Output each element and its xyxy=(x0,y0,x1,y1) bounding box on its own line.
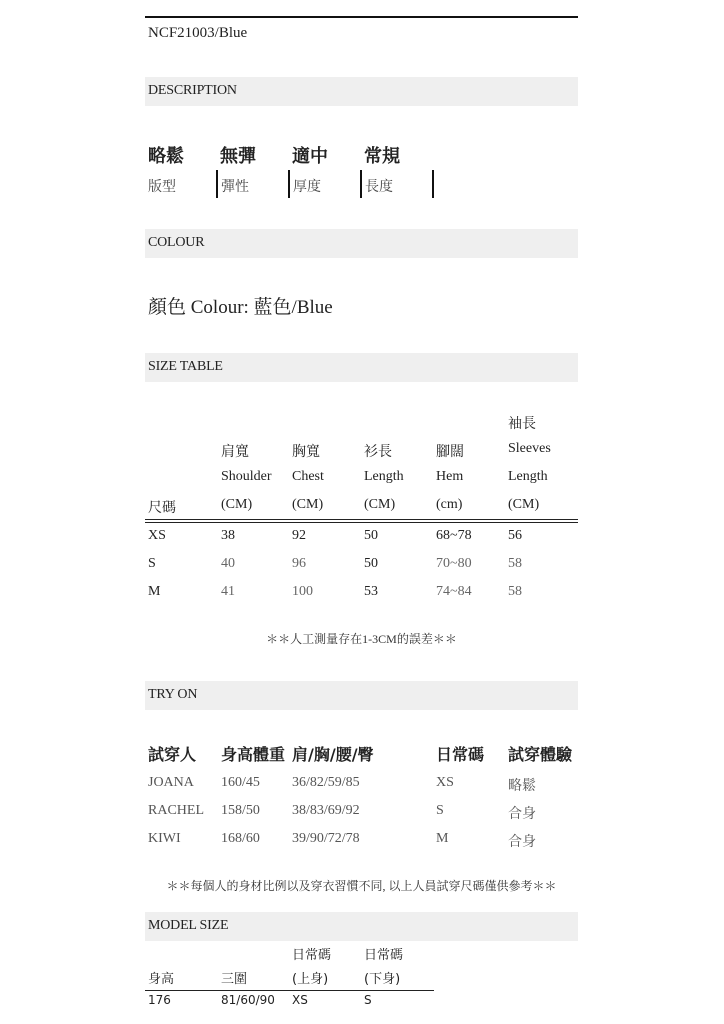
model-header-top: (上身) xyxy=(292,972,329,987)
measurement-note: ＊＊人工測量存在1-3CM的誤差＊＊ xyxy=(266,632,457,646)
table-cell: 68~78 xyxy=(436,528,472,543)
table-cell: S xyxy=(148,556,156,571)
table-cell: 58 xyxy=(508,556,522,571)
shoulder-header-cn: 肩寬 xyxy=(221,444,249,460)
table-cell: S xyxy=(436,803,444,818)
table-cell: 53 xyxy=(364,584,378,599)
fit-value: 略鬆 xyxy=(148,146,184,167)
top-rule xyxy=(145,16,578,18)
length-header-unit: (CM) xyxy=(364,497,396,512)
header-rule xyxy=(145,522,578,523)
table-cell: 39/90/72/78 xyxy=(292,831,360,846)
try-header-experience: 試穿體驗 xyxy=(508,745,573,764)
thickness-value: 適中 xyxy=(292,146,328,167)
table-cell: 合身 xyxy=(508,806,536,822)
divider xyxy=(432,170,434,198)
size-header: 尺碼 xyxy=(148,500,176,516)
product-code: NCF21003/Blue xyxy=(148,25,248,41)
chest-header-cn: 胸寬 xyxy=(292,444,320,460)
table-cell: 41 xyxy=(221,584,235,599)
table-cell: 70~80 xyxy=(436,556,472,571)
sleeve-header-cn: 袖長 xyxy=(508,416,536,432)
table-cell: 96 xyxy=(292,556,306,571)
shoulder-header-en: Shoulder xyxy=(221,469,272,484)
sleeve-header-en2: Length xyxy=(508,469,548,484)
length-label: 長度 xyxy=(365,179,393,195)
table-cell: 81/60/90 xyxy=(221,993,275,1007)
section-header-size-table: SIZE TABLE xyxy=(145,353,578,382)
table-cell: 92 xyxy=(292,528,306,543)
header-rule xyxy=(145,519,578,520)
stretch-value: 無彈 xyxy=(220,146,256,167)
fit-label: 版型 xyxy=(148,179,176,195)
table-cell: 168/60 xyxy=(221,831,260,846)
section-header-model-size: MODEL SIZE xyxy=(145,912,578,941)
length-value: 常規 xyxy=(364,146,400,167)
hem-header-en: Hem xyxy=(436,469,464,484)
shoulder-header-unit: (CM) xyxy=(221,497,253,512)
try-header-height-weight: 身高體重 xyxy=(221,745,286,764)
stretch-label: 彈性 xyxy=(221,179,249,195)
table-cell: XS xyxy=(292,993,308,1007)
table-cell: JOANA xyxy=(148,775,194,790)
table-cell: XS xyxy=(436,775,454,790)
chest-header-unit: (CM) xyxy=(292,497,324,512)
try-header-daily-size: 日常碼 xyxy=(436,745,485,764)
model-header-top-size: 日常碼 xyxy=(292,948,332,963)
divider xyxy=(360,170,362,198)
table-cell: 160/45 xyxy=(221,775,260,790)
table-cell: 158/50 xyxy=(221,803,260,818)
section-header-description: DESCRIPTION xyxy=(145,77,578,106)
table-cell: 100 xyxy=(292,584,313,599)
table-cell: XS xyxy=(148,528,166,543)
thickness-label: 厚度 xyxy=(293,179,321,195)
table-cell: 58 xyxy=(508,584,522,599)
table-cell: 50 xyxy=(364,528,378,543)
table-cell: S xyxy=(364,993,372,1007)
length-header-en: Length xyxy=(364,469,404,484)
colour-text: 顏色 Colour: 藍色/Blue xyxy=(148,297,333,318)
model-header-height: 身高 xyxy=(148,972,175,987)
table-cell: 合身 xyxy=(508,834,536,850)
length-header-cn: 衫長 xyxy=(364,444,392,460)
table-cell: 38 xyxy=(221,528,235,543)
table-cell: 176 xyxy=(148,993,171,1007)
table-cell: M xyxy=(148,584,161,599)
hem-header-unit: (cm) xyxy=(436,497,463,512)
sleeve-header-unit: (CM) xyxy=(508,497,540,512)
table-cell: M xyxy=(436,831,449,846)
divider xyxy=(288,170,290,198)
divider xyxy=(216,170,218,198)
try-header-person: 試穿人 xyxy=(148,745,197,764)
table-cell: 38/83/69/92 xyxy=(292,803,360,818)
table-cell: 50 xyxy=(364,556,378,571)
table-cell: 40 xyxy=(221,556,235,571)
section-header-try-on: TRY ON xyxy=(145,681,578,710)
try-on-note: ＊＊每個人的身材比例以及穿衣習慣不同, 以上人員試穿尺碼僅供參考＊＊ xyxy=(166,879,557,893)
table-cell: 74~84 xyxy=(436,584,472,599)
table-cell: KIWI xyxy=(148,831,181,846)
hem-header-cn: 腳闊 xyxy=(436,444,464,460)
chest-header-en: Chest xyxy=(292,469,324,484)
table-cell: 36/82/59/85 xyxy=(292,775,360,790)
try-header-measurements: 肩/胸/腰/臀 xyxy=(292,745,374,764)
model-rule xyxy=(145,990,434,991)
table-cell: 56 xyxy=(508,528,522,543)
model-header-bottom: (下身) xyxy=(364,972,401,987)
section-header-colour: COLOUR xyxy=(145,229,578,258)
sleeve-header-en: Sleeves xyxy=(508,441,551,456)
model-header-measurements: 三圍 xyxy=(221,972,248,987)
model-header-bottom-size: 日常碼 xyxy=(364,948,404,963)
table-cell: RACHEL xyxy=(148,803,204,818)
table-cell: 略鬆 xyxy=(508,778,536,794)
